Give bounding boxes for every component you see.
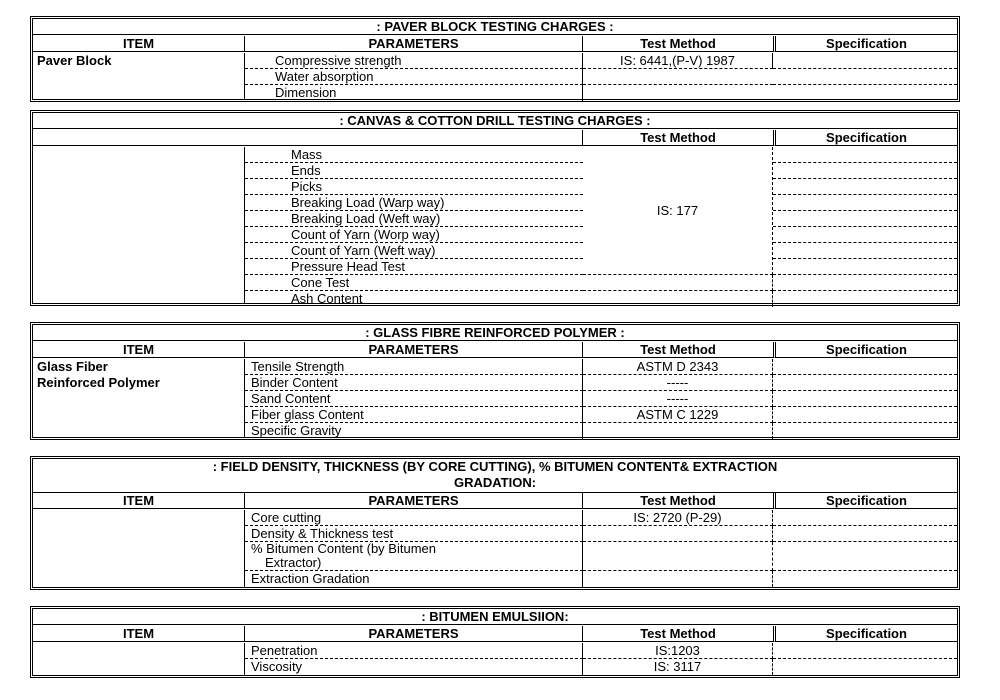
table-row — [33, 69, 957, 85]
method-cell: IS:1203 — [583, 643, 773, 659]
spec-cell — [773, 69, 957, 85]
spec-cell — [773, 643, 957, 659]
header-blank — [33, 130, 583, 146]
table-row — [33, 147, 957, 163]
table-row — [33, 571, 957, 587]
method-cell — [583, 291, 773, 307]
param-cell: Breaking Load (Warp way) — [245, 195, 583, 211]
spec-cell — [773, 227, 957, 243]
header-parameters: PARAMETERS — [245, 626, 583, 642]
spec-cell — [773, 291, 957, 307]
header-row — [33, 493, 957, 509]
param-cell: Fiber glass Content — [245, 407, 583, 423]
table-row — [33, 659, 957, 675]
spec-cell — [773, 259, 957, 275]
method-cell — [583, 85, 773, 101]
header-parameters: PARAMETERS — [245, 342, 583, 358]
spec-cell — [773, 659, 957, 675]
spec-cell — [773, 243, 957, 259]
header-test-method: Test Method — [583, 36, 773, 52]
param-cell: Specific Gravity — [245, 423, 583, 439]
table-row — [33, 510, 957, 526]
param-cell: Viscosity — [245, 659, 583, 675]
param-cell: Picks — [245, 179, 583, 195]
table-row — [33, 259, 957, 275]
spec-cell — [773, 526, 957, 542]
spec-cell — [773, 275, 957, 291]
table-row — [33, 53, 957, 69]
method-cell — [583, 542, 773, 571]
header-test-method: Test Method — [583, 130, 773, 146]
spec-cell — [773, 407, 957, 423]
table-row — [33, 179, 957, 195]
spec-cell — [773, 85, 957, 101]
param-cell: Sand Content — [245, 391, 583, 407]
table-title-line: GRADATION: — [453, 475, 537, 490]
table-title: : GLASS FIBRE REINFORCED POLYMER : — [33, 325, 957, 341]
method-cell — [583, 526, 773, 542]
spec-cell — [773, 195, 957, 211]
spec-cell — [773, 147, 957, 163]
param-cell: Core cutting — [245, 510, 583, 526]
table-row — [33, 227, 957, 243]
method-cell: IS: 2720 (P-29) — [583, 510, 773, 526]
param-line: % Bitumen Content (by Bitumen — [251, 542, 436, 556]
item-label: Reinforced Polymer — [37, 375, 160, 390]
method-cell: ----- — [583, 375, 773, 391]
header-specification: Specification — [773, 36, 957, 52]
table-row — [33, 211, 957, 227]
param-cell: Count of Yarn (Worp way) — [245, 227, 583, 243]
param-cell: Breaking Load (Weft way) — [245, 211, 583, 227]
header-specification: Specification — [773, 130, 957, 146]
header-row — [33, 626, 957, 642]
param-cell — [245, 542, 583, 571]
spec-cell — [773, 375, 957, 391]
param-cell: Dimension — [245, 85, 583, 101]
param-cell: Ends — [245, 163, 583, 179]
header-parameters: PARAMETERS — [245, 493, 583, 509]
header-parameters: PARAMETERS — [245, 36, 583, 52]
spec-cell — [773, 53, 957, 69]
canvas-table — [30, 110, 960, 306]
table-title: : BITUMEN EMULSIION: — [33, 609, 957, 625]
item-label: Paver Block — [37, 53, 112, 68]
spec-cell — [773, 423, 957, 439]
method-cell: ASTM C 1229 — [583, 407, 773, 423]
table-row — [33, 542, 957, 571]
method-cell — [583, 69, 773, 85]
method-cell: ASTM D 2343 — [583, 359, 773, 375]
param-cell: Density & Thickness test — [245, 526, 583, 542]
header-test-method: Test Method — [583, 626, 773, 642]
field-density-table — [30, 456, 960, 590]
header-item: ITEM — [33, 626, 245, 642]
spec-cell — [773, 391, 957, 407]
spec-cell — [773, 510, 957, 526]
param-cell: Count of Yarn (Weft way) — [245, 243, 583, 259]
header-test-method: Test Method — [583, 493, 773, 509]
header-row — [33, 342, 957, 358]
header-row — [33, 36, 957, 52]
table-row — [33, 291, 957, 307]
header-specification: Specification — [773, 626, 957, 642]
table-title: : PAVER BLOCK TESTING CHARGES : — [33, 19, 957, 35]
method-cell: ----- — [583, 391, 773, 407]
spec-cell — [773, 163, 957, 179]
header-item: ITEM — [33, 493, 245, 509]
method-cell: IS: 3117 — [583, 659, 773, 675]
header-specification: Specification — [773, 342, 957, 358]
param-cell: Cone Test — [245, 275, 583, 291]
table-row — [33, 391, 957, 407]
header-test-method: Test Method — [583, 342, 773, 358]
spec-cell — [773, 571, 957, 587]
table-title-line: : FIELD DENSITY, THICKNESS (BY CORE CUTTING), % BITUMEN CONTENT& EXTRACTION — [212, 459, 778, 474]
spec-cell — [773, 542, 957, 571]
param-cell: Ash Content — [291, 291, 363, 306]
gfrp-table — [30, 322, 960, 440]
table-row — [33, 407, 957, 423]
paver-block-table — [30, 16, 960, 102]
bitumen-table — [30, 606, 960, 678]
param-line: Extractor) — [265, 555, 322, 570]
table-row — [33, 163, 957, 179]
table-title-row — [33, 609, 957, 625]
param-cell: Mass — [245, 147, 583, 163]
param-cell: Pressure Head Test — [245, 259, 583, 275]
param-cell: Extraction Gradation — [245, 571, 583, 587]
param-cell: Penetration — [245, 643, 583, 659]
header-item: ITEM — [33, 36, 245, 52]
table-title: : CANVAS & COTTON DRILL TESTING CHARGES : — [33, 113, 957, 129]
param-cell: Binder Content — [245, 375, 583, 391]
spec-cell — [773, 179, 957, 195]
table-row — [33, 85, 957, 101]
method-cell — [583, 275, 773, 291]
table-row — [33, 195, 957, 211]
header-item: ITEM — [33, 342, 245, 358]
table-row — [33, 643, 957, 659]
header-row — [33, 130, 957, 146]
item-label: Glass Fiber — [37, 359, 108, 374]
table-title — [33, 459, 957, 493]
spec-cell — [773, 359, 957, 375]
table-row — [33, 375, 957, 391]
table-title-row — [33, 113, 957, 129]
table-row — [33, 243, 957, 259]
header-specification: Specification — [773, 493, 957, 509]
table-row — [33, 359, 957, 375]
method-cell — [583, 423, 773, 439]
param-cell: Water absorption — [245, 69, 583, 85]
method-cell: IS: 177 — [583, 147, 773, 275]
param-cell: Tensile Strength — [245, 359, 583, 375]
param-cell: Compressive strength — [245, 53, 583, 69]
table-title-row — [33, 19, 957, 35]
table-row — [33, 275, 957, 291]
spec-cell — [773, 211, 957, 227]
method-cell: IS: 6441,(P-V) 1987 — [583, 53, 773, 69]
table-title-row — [33, 325, 957, 341]
method-cell — [583, 571, 773, 587]
table-row — [33, 526, 957, 542]
table-row — [33, 423, 957, 439]
